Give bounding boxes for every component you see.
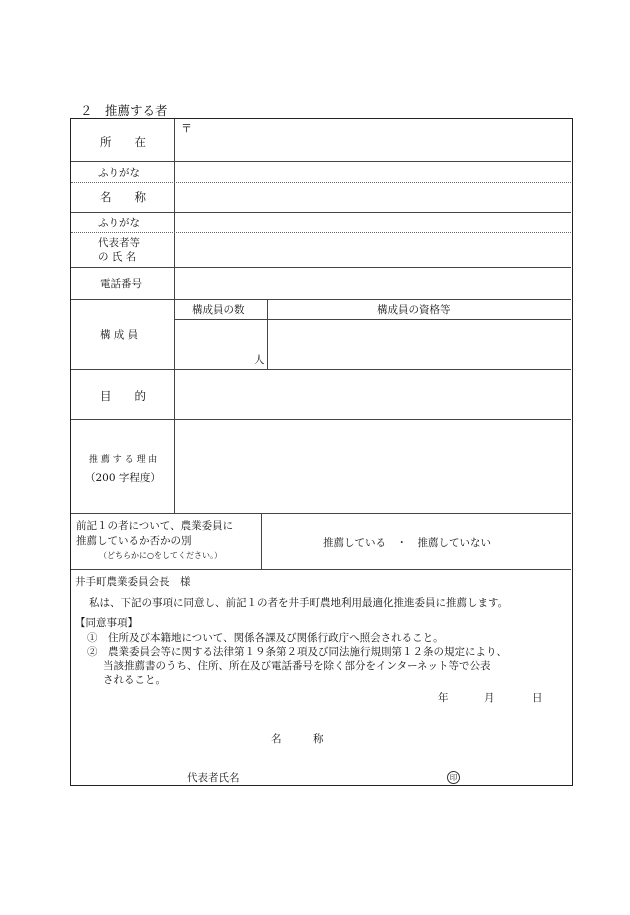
consent-item-1: ① 住所及び本籍地について、関係各課及び関係行政庁へ照会されること。 [87, 632, 444, 644]
recommend-question-line1: 前記１の者について、農業委員に [76, 520, 234, 532]
furigana-label: ふりがな [98, 217, 140, 229]
row-rule [71, 569, 571, 570]
row-rule [71, 369, 571, 370]
representative-label-line2: の 氏 名 [98, 251, 137, 263]
representative-label-line1: 代表者等 [98, 237, 140, 249]
postal-mark: 〒 [181, 122, 192, 135]
addressee: 井手町農業委員会長 様 [75, 576, 191, 588]
date-month: 月 [484, 692, 495, 704]
consent-item-2-line3: されること。 [103, 674, 166, 686]
section-title: ２ 推薦する者 [80, 103, 168, 118]
phone-label: 電話番号 [100, 278, 142, 290]
seal-mark: 印 [447, 771, 460, 784]
recommend-instruction: （どちらかに○をしてください。） [99, 551, 222, 560]
person-unit: 人 [254, 354, 265, 366]
date-day: 日 [532, 692, 543, 704]
recommend-question-line2: 推薦しているか否かの別 [76, 535, 192, 547]
row-rule [174, 319, 571, 320]
reason-label: 推 薦 す る 理 由 [89, 455, 158, 465]
consent-heading: 【同意事項】 [75, 617, 138, 629]
consent-statement: 私は、下記の事項に同意し、前記１の者を井手町農地利用最適化推進委員に推薦します。 [89, 597, 509, 609]
row-rule [71, 299, 571, 300]
representative-name-label: 代表者氏名 [187, 772, 240, 784]
row-rule [71, 212, 571, 213]
member-count-header: 構成員の数 [192, 304, 245, 316]
label-column-divider [174, 119, 175, 513]
furigana-label: ふりがな [98, 167, 140, 179]
date-year: 年 [438, 692, 449, 704]
recommend-options: 推薦している ・ 推薦していない [323, 537, 491, 549]
row-rule-dotted [71, 232, 571, 233]
row-rule [71, 419, 571, 420]
members-label: 構 成 員 [100, 329, 139, 341]
recommend-column-divider [261, 513, 262, 569]
member-column-divider [267, 299, 268, 369]
signature-name-label: 名 称 [271, 733, 324, 745]
address-label: 所 在 [100, 135, 146, 149]
consent-item-2-line2: 当該推薦書のうち、住所、所在及び電話番号を除く部分をインターネット等で公表 [103, 660, 491, 672]
reason-length-note: （200 字程度） [85, 472, 161, 484]
row-rule-dotted [71, 182, 571, 183]
purpose-label: 目 的 [100, 389, 146, 403]
row-rule [71, 161, 571, 162]
member-qualification-header: 構成員の資格等 [377, 304, 451, 316]
consent-item-2-line1: ② 農業委員会等に関する法律第１９条第２項及び同法施行規則第１２条の規定により、 [87, 646, 507, 658]
recommender-form [70, 118, 573, 786]
row-rule [71, 267, 571, 268]
row-rule [71, 513, 571, 514]
name-label: 名 称 [100, 190, 146, 204]
